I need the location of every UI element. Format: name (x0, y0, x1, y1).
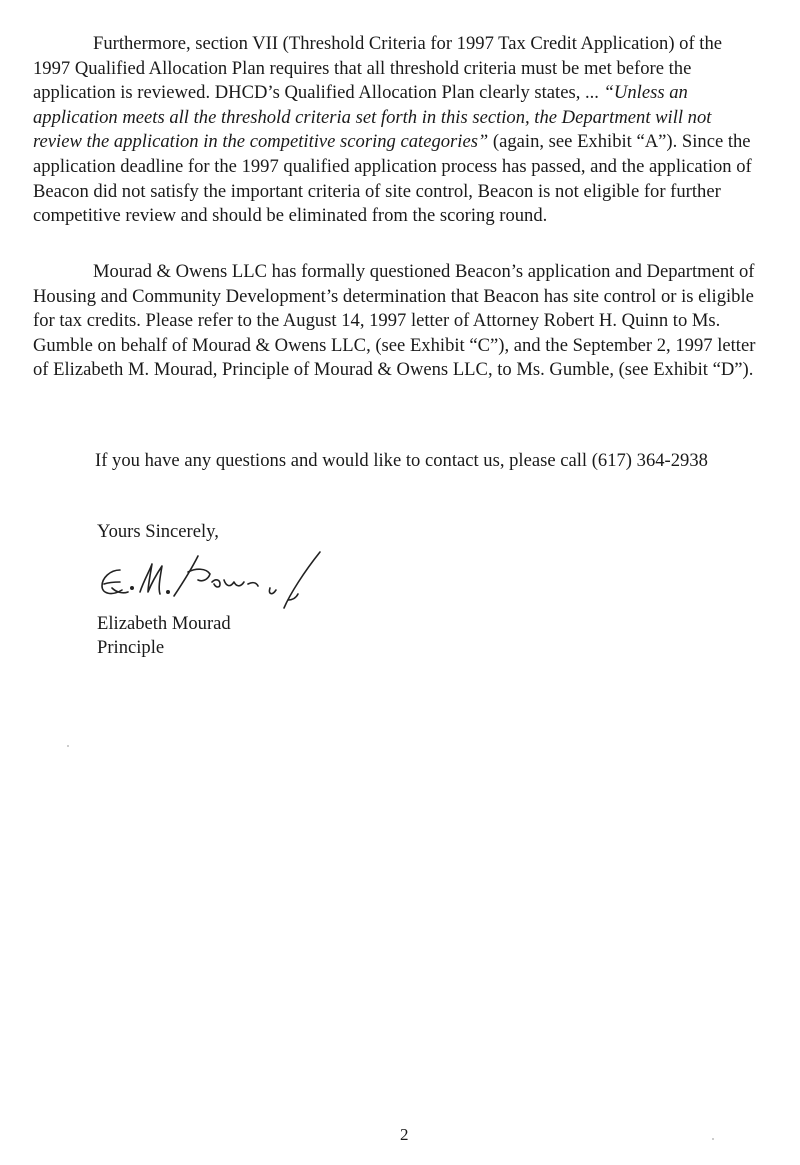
signer-title: Principle (97, 637, 165, 658)
handwritten-signature (92, 548, 332, 618)
paragraph-1-text-end: (again, see Exhibit “A”). Since the application deadline for the 1997 qualified application process has passed, and the application of Beacon did not satisfy the important criteria of site control, Beacon is not eligible for further competitive review and should be eliminated from the scoring round. (33, 131, 752, 227)
scan-speck (712, 1138, 714, 1140)
paragraph-contact: If you have any questions and would like to contact us, please call (617) 364-2938 (95, 450, 708, 471)
signer-name: Elizabeth Mourad (97, 613, 231, 634)
scan-speck (67, 745, 69, 747)
paragraph-2-text: Mourad & Owens LLC has formally questioned Beacon’s application and Department of Housing and Community Development’s determination that Beacon has site control or is eligible for tax credits. Please refer to the August 14, 1997 letter of Attorney Robert H. Quinn to Ms. Gumble on behalf of Mourad & Owens LLC, (see Exhibit “C”), and the September 2, 1997 letter of Elizabeth M. Mourad, Principle of Mourad & Owens LLC, to Ms. Gumble, (see Exhibit “D”). (33, 261, 756, 381)
paragraph-threshold-criteria (33, 32, 763, 229)
paragraph-formal-question (33, 260, 763, 383)
closing-salutation: Yours Sincerely, (97, 521, 219, 542)
page-number: 2 (400, 1125, 409, 1144)
paragraph-1-text-start: Furthermore, section VII (Threshold Criteria for 1997 Tax Credit Application) of the 1997 Qualified Allocation Plan requires that all threshold criteria must be met before the application is reviewed. DHCD’s Qualified Allocation Plan clearly states, ... (33, 33, 723, 104)
paragraph-1-quote: “Unless an application meets all the threshold criteria set forth in this section, the Department will not review the application in the competitive scoring categories” (33, 82, 712, 153)
